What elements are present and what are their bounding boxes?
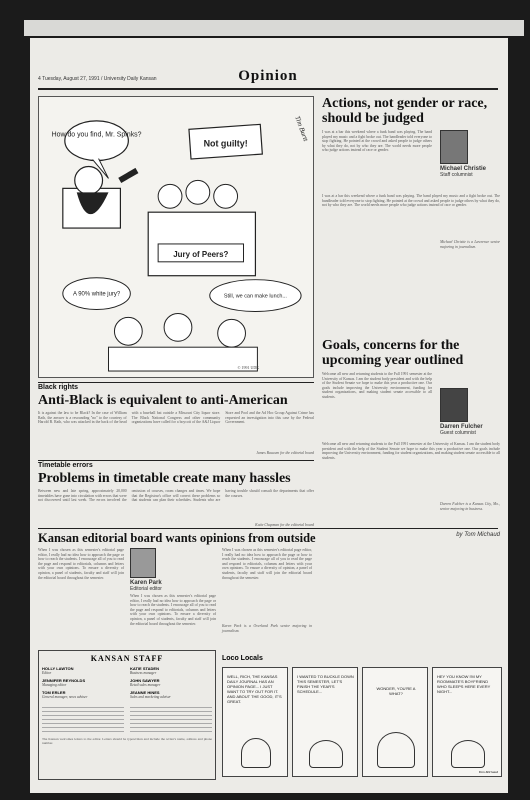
- staff-name: HOLLY LAWTON: [42, 666, 74, 671]
- cartoon-sign: Jury of Peers?: [173, 249, 229, 259]
- editorial1-kicker: Black rights: [38, 382, 314, 391]
- comic-signature: Tom Michaud: [478, 770, 498, 774]
- newspaper-page: [30, 38, 508, 793]
- staff-title: KANSAN STAFF: [90, 654, 164, 663]
- editorial3-author-photo: [130, 548, 156, 578]
- column2-body-cont: Welcome all new and returning students to the Fall 1991 semester at the University of Kansas. I am the student body president and with the help of the Student Senate we hope to make this year a productive one. Our goals include improving the University environment, funding for student organizations, and making student senate accessible to all students.: [322, 442, 500, 460]
- staff-role: General manager, news adviser: [42, 695, 88, 699]
- editorial3-author: Karen Park: [130, 580, 162, 586]
- comic-panel-4-text: HEY YOU KNOW I'M MY ROOMMATE'S BOYFRIEND WHO SLEEPS HERE EVERY NIGHT...: [437, 674, 491, 694]
- comic-figure: [241, 738, 271, 768]
- comic-panel-1: [222, 667, 288, 777]
- editorial1-signature: James Baucum for the editorial board: [256, 451, 314, 455]
- author2-photo: [440, 388, 468, 422]
- staff-name: TOM ERLER: [42, 690, 66, 695]
- staff-role: Retail sales manager: [130, 683, 161, 687]
- cartoon-signature: Tim Burtt: [293, 114, 310, 143]
- staff-role: Editor: [42, 671, 52, 675]
- staff-role: Business manager: [130, 671, 157, 675]
- cartoon-bubble-1: How do you find, Mr. Spinks?: [51, 131, 142, 139]
- comic-panel-1-text: WELL, RICH, THE KANSAS DAILY JOURNAL HAS AN OPINION PAGE... I JUST WANT TO TRY OUT FOR IT. AND ABOUT THE GOOD, IT'S GREAT.: [227, 674, 282, 704]
- column-headline: Actions, not gender or race, should be judged: [322, 96, 488, 126]
- editorial-timetable: [38, 460, 314, 528]
- editorial3-headline: Kansan editorial board wants opinions from outside: [38, 531, 316, 545]
- column-goals: [322, 338, 500, 538]
- comic-panel-3: [362, 667, 428, 777]
- page-date-line: 4 Tuesday, August 27, 1991 / University Daily Kansan: [38, 76, 157, 82]
- loco-locals-comic: [222, 655, 502, 774]
- staff-roster-right: [130, 704, 212, 734]
- editorial2-body: Between new and late spring, approximately 20,000 timetables have gone into circulation with errors that were not discovered until last week. The errors involved the omission of courses, room changes and times. We hope that the Registrar's office will correct these problems so that students can plan their schedules. Students who are having trouble should consult the departments that offer the courses.: [38, 489, 314, 503]
- cartoon-copyright: © 1991 UDK: [237, 365, 260, 371]
- editorial3-body-cont2: When I was chosen as this semester's editorial page editor, I really had no idea how to approach the page or how to reach the students. I encourage all of you to read the page and respond to editorials, columns and letters with your own opinions. To ensure a diversity of opinion, a panel of students, faculty and staff will join the editorial board throughout the semester.: [222, 548, 312, 580]
- staff-name: KATIE STADEN: [130, 666, 159, 671]
- author2-name: Darren Fulcher: [440, 424, 483, 430]
- staff-name: JENNIFER REYNOLDS: [42, 678, 86, 683]
- comic-figure: [309, 740, 343, 768]
- staff-footer: The Kansan welcomes letters to the editor. Letters should be typewritten and include the writer's name, address and phone number.: [42, 737, 212, 745]
- column-body: I was at a bar this weekend where a funk band was playing. The band played my music and a fight broke out. The bandleader told everyone to stop fighting. He pointed at the crowd and asked people to judge others by what they do, not by who they are. The world needs more people who judge actions instead of race or gender.: [322, 130, 432, 153]
- staff-name: JEANNE HINES: [130, 690, 160, 695]
- comic-panel-3-text: WONDER, YOU'RE A WHAT?: [376, 686, 416, 696]
- column2-headline: Goals, concerns for the upcoming year outlined: [322, 338, 464, 368]
- comic-title: Loco Locals: [222, 655, 263, 662]
- scan-edge: [24, 20, 524, 36]
- editorial3-body-cont: When I was chosen as this semester's editorial page editor, I really had no idea how to approach the page or how to reach the students. I encourage all of you to read the page and respond to editorials, columns and letters with your own opinions. To ensure a diversity of opinion, a panel of students, faculty and staff will join the editorial board throughout the semester.: [130, 594, 216, 626]
- editorial-cartoon: [38, 96, 314, 378]
- staff-role: Managing editor: [42, 683, 67, 687]
- editorial3-role: Editorial editor: [130, 586, 162, 592]
- editorial3-body: When I was chosen as this semester's editorial page editor, I really had no idea how to approach the page or how to reach the students. I encourage all of you to read the page and respond to editorials, columns and letters with your own opinions. To ensure a diversity of opinion, a panel of students, faculty and staff will join the editorial board throughout the semester.: [38, 548, 124, 580]
- comic-panel-4: [432, 667, 502, 777]
- author-role: Staff columnist: [440, 172, 473, 178]
- column2-tagline: Darren Fulcher is a Kansas City, Mo., senior majoring in business.: [440, 502, 500, 511]
- staff-name: JOHN SAWYER: [130, 678, 160, 683]
- staff-roster-left: [42, 704, 124, 734]
- comic-figure: [377, 732, 415, 768]
- column-tagline: Michael Christie is a Lawrence senior majoring in journalism.: [440, 240, 500, 249]
- comic-panel-2: [292, 667, 358, 777]
- editorial-black-rights: [38, 382, 314, 456]
- author-name: Michael Christie: [440, 166, 487, 172]
- author2-role: Guest columnist: [440, 430, 476, 436]
- comic-figure: [451, 740, 485, 768]
- column-body-cont: I was at a bar this weekend where a funk band was playing. The band played my music and a fight broke out. The bandleader told everyone to stop fighting. He pointed at the crowd and asked people to judge others by what they do, not by who they are. The world needs more people who judge actions instead of race or gender.: [322, 194, 500, 208]
- cartoon-bubble-2: Not guilty!: [203, 138, 248, 149]
- comic-panel-2-text: I WANTED TO BUCKLE DOWN THIS SEMESTER, LET'S FINISH THE YEAR'S SCHEDULE...: [297, 674, 354, 694]
- editorial1-body: It is against the law to be Black? In the case of William Rath, the answer is a resounding "no" to the courtesy of Harold B. Rath, who was attacked in the back of the head with a baseball bat outside a Missouri City liquor store. The Black National Congress and other community organizations have called for a boycott of the A&J Liquor Store and Pool and the Ad Hoc Group Against Crime has requested an investigation into this case by the Federal Government.: [38, 411, 314, 425]
- editorial2-headline: Problems in timetable create many hassles: [38, 471, 291, 486]
- author-photo: [440, 130, 468, 164]
- cartoon-bubble-4: Still, we can make lunch...: [223, 293, 287, 300]
- column-actions: [322, 96, 500, 305]
- staff-role: Sales and marketing adviser: [130, 695, 171, 699]
- cartoon-bubble-3: A 90% white jury?: [72, 291, 121, 298]
- cartoon-drawing: [39, 97, 313, 377]
- section-title: Opinion: [238, 68, 298, 84]
- editorial1-headline: Anti-Black is equivalent to anti-American: [38, 393, 288, 408]
- cartoon-byline: by Tom Michaud: [456, 532, 500, 538]
- editorial2-signature: Katie Chapman for the editorial board: [255, 523, 314, 527]
- editorial-opinions: [38, 528, 498, 636]
- page-header: [38, 68, 498, 90]
- editorial2-kicker: Timetable errors: [38, 460, 314, 469]
- kansan-staff-box: [38, 650, 216, 780]
- column2-body: Welcome all new and returning students to the Fall 1991 semester at the University of Kansas. I am the student body president and with the help of the Student Senate we hope to make this year a productive one. Our goals include improving the University environment, funding for student organizations, and making student senate accessible to all students.: [322, 372, 432, 399]
- editorial3-tagline: Karen Park is a Overland Park senior majoring in journalism.: [222, 624, 312, 633]
